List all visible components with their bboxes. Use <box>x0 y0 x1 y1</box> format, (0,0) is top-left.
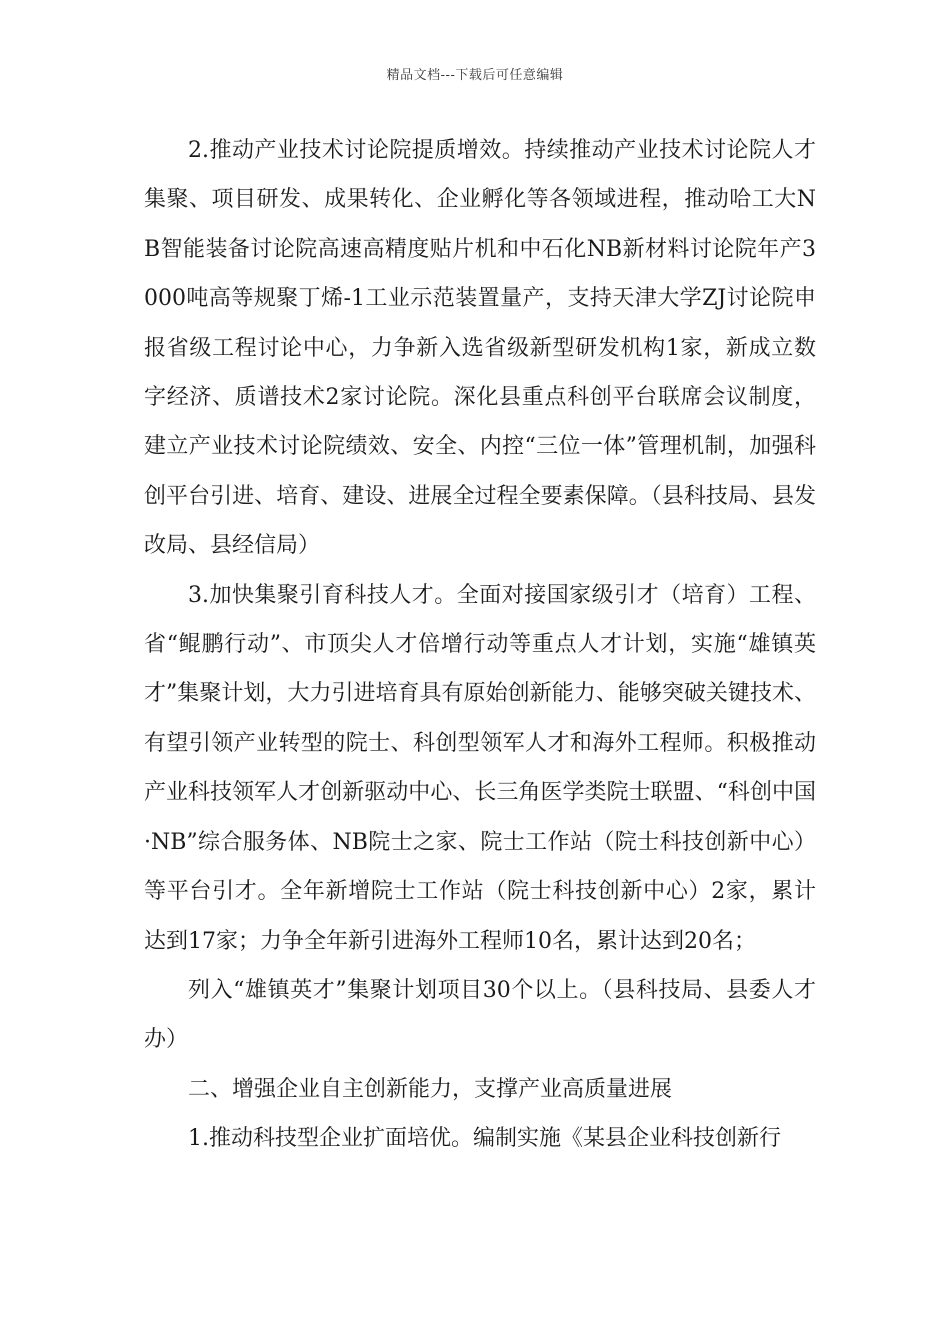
section-heading: 二、增强企业自主创新能力，支撑产业高质量进展 <box>188 1076 673 1102</box>
paragraph-research-institutes: 2.推动产业技术讨论院提质增效。持续推动产业技术讨论院人才集聚、项目研发、成果转化、企业孵化等各领域进程，推动哈工大NB智能装备讨论院高速高精度贴片机和中石化NB新材料讨论院年产3000吨高等规聚丁烯-1工业示范装置量产，支持天津大学ZJ讨论院申报省级工程讨论中心，力争新入选省级新型研发机构1家，新成立数字经济、质谱技术2家讨论院。深化县重点科创平台联席会议制度，建立产业技术讨论院绩效、安全、内控“三位一体”管理机制，加强科创平台引进、培育、建设、进展全过程全要素保障。（县科技局、县发改局、县经信局） <box>144 138 816 559</box>
page-header: 精品文档---下载后可任意编辑 <box>386 68 564 83</box>
paragraph-tech-enterprises: 1.推动科技型企业扩面培优。编制实施《某县企业科技创新行 <box>188 1126 781 1152</box>
paragraph-talent-plan: 列入“雄镇英才”集聚计划项目30个以上。（县科技局、县委人才办） <box>144 977 816 1053</box>
paragraph-talent-gathering: 3.加快集聚引育科技人才。全面对接国家级引才（培育）工程、省“鲲鹏行动”、市顶尖人才倍增行动等重点人才计划，实施“雄镇英才”集聚计划，大力引进培育具有原始创新能力、能够突破关键技术、有望引领产业转型的院士、科创型领军人才和海外工程师。积极推动产业科技领军人才创新驱动中心、长三角医学类院士联盟、“科创中国·NB”综合服务体、NB院士之家、院士工作站（院士科技创新中心）等平台引才。全年新增院士工作站（院士科技创新中心）2家，累计达到17家；力争全年新引进海外工程师10名，累计达到20名； <box>144 582 816 954</box>
document-body <box>144 126 816 1164</box>
